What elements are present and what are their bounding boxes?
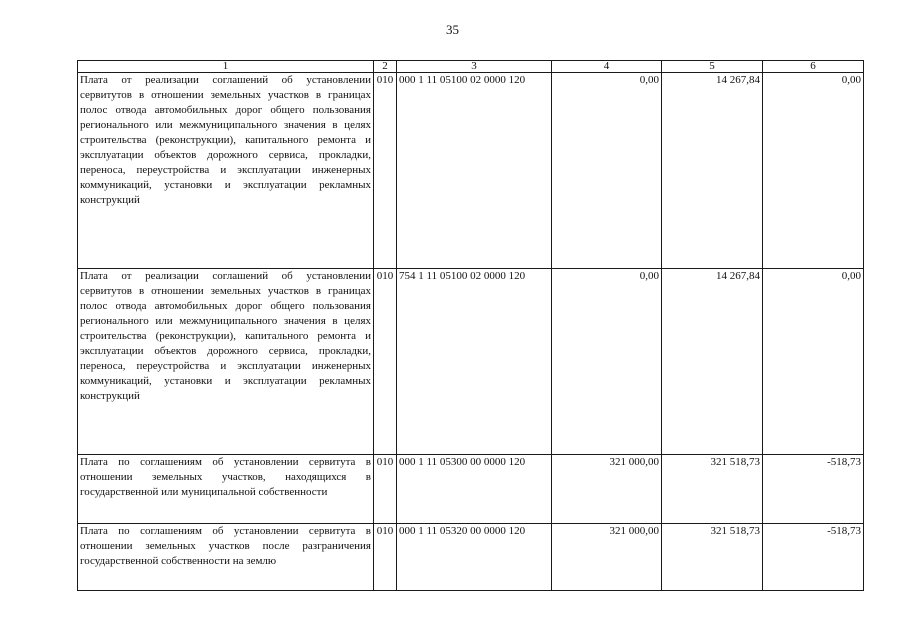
column-header-1: 1 [78, 61, 374, 73]
column-header-5: 5 [662, 61, 763, 73]
row-executed-amount: 14 267,84 [662, 269, 763, 455]
table-row [78, 455, 864, 524]
row-description: Плата от реализации соглашений об установлении сервитутов в отношении земельных участков в границах полос отвода автомобильных дорог общего пользования регионального или межмуниципального значения в целях строительства (реконструкции), капитального ремонта и эксплуатации объектов дорожного сервиса, прокладки, переноса, переустройства и эксплуатации инженерных коммуникаций, установки и эксплуатации рекламных конструкций [78, 73, 374, 269]
row-unexecuted-amount: -518,73 [763, 524, 864, 591]
column-header-3: 3 [397, 61, 552, 73]
row-unexecuted-amount: 0,00 [763, 269, 864, 455]
row-approved-amount: 321 000,00 [552, 455, 662, 524]
column-header-4: 4 [552, 61, 662, 73]
table-row [78, 73, 864, 269]
column-number-row [78, 61, 864, 73]
row-approved-amount: 321 000,00 [552, 524, 662, 591]
row-line-code: 010 [374, 73, 397, 269]
column-header-6: 6 [763, 61, 864, 73]
row-approved-amount: 0,00 [552, 73, 662, 269]
row-approved-amount: 0,00 [552, 269, 662, 455]
row-line-code: 010 [374, 269, 397, 455]
income-table [77, 60, 864, 591]
table-row [78, 269, 864, 455]
row-line-code: 010 [374, 455, 397, 524]
row-unexecuted-amount: -518,73 [763, 455, 864, 524]
row-budget-code: 754 1 11 05100 02 0000 120 [397, 269, 552, 455]
row-executed-amount: 321 518,73 [662, 455, 763, 524]
row-budget-code: 000 1 11 05100 02 0000 120 [397, 73, 552, 269]
row-description: Плата по соглашениям об установлении сервитута в отношении земельных участков, находящихся в государственной или муниципальной собственности [78, 455, 374, 524]
row-executed-amount: 321 518,73 [662, 524, 763, 591]
table-row [78, 524, 864, 591]
column-header-2: 2 [374, 61, 397, 73]
row-budget-code: 000 1 11 05300 00 0000 120 [397, 455, 552, 524]
row-line-code: 010 [374, 524, 397, 591]
page-number: 35 [446, 22, 459, 37]
row-description: Плата от реализации соглашений об установлении сервитутов в отношении земельных участков в границах полос отвода автомобильных дорог общего пользования регионального или межмуниципального значения в целях строительства (реконструкции), капитального ремонта и эксплуатации объектов дорожного сервиса, прокладки, переноса, переустройства и эксплуатации инженерных коммуникаций, установки и эксплуатации рекламных конструкций [78, 269, 374, 455]
row-budget-code: 000 1 11 05320 00 0000 120 [397, 524, 552, 591]
row-description: Плата по соглашениям об установлении сервитута в отношении земельных участков после разграничения государственной собственности на землю [78, 524, 374, 591]
row-unexecuted-amount: 0,00 [763, 73, 864, 269]
row-executed-amount: 14 267,84 [662, 73, 763, 269]
